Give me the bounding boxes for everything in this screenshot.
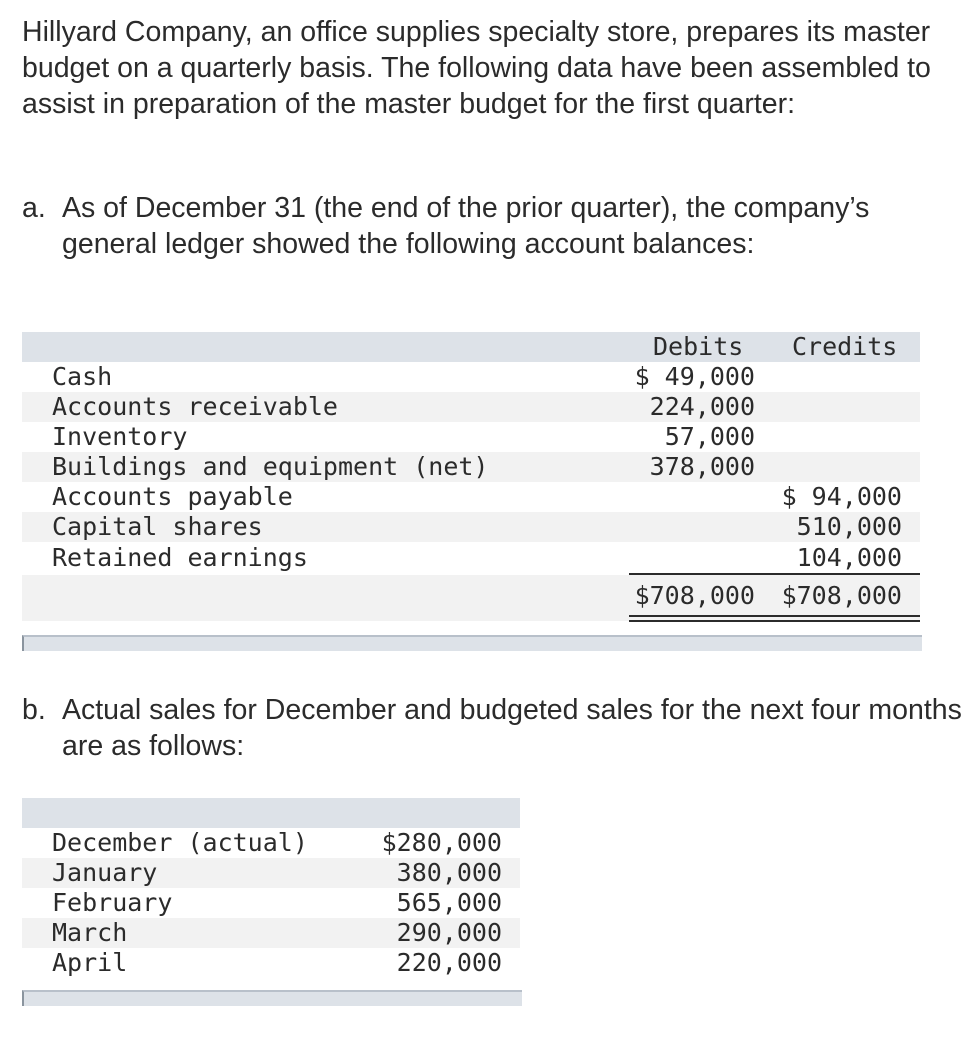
account-label: Cash — [52, 362, 113, 391]
total-debit: $708,000 — [634, 581, 755, 610]
account-label: Inventory — [52, 422, 188, 451]
item-b-marker: b. — [22, 694, 46, 726]
table-row — [22, 362, 920, 392]
item-b — [22, 692, 962, 764]
total-double-rule — [629, 615, 920, 622]
debit-value: 57,000 — [664, 422, 755, 451]
table-row — [22, 512, 920, 542]
table-header-row — [22, 332, 920, 362]
debits-header: Debits — [653, 332, 744, 361]
credit-value: $ 94,000 — [781, 482, 902, 511]
table-row — [22, 482, 920, 512]
credit-value: 510,000 — [796, 512, 902, 541]
sales-amount: 565,000 — [396, 888, 502, 917]
sales-table — [22, 798, 520, 1008]
intro-paragraph: Hillyard Company, an office supplies specialty store, prepares its master budget on a quarterly basis. The following data have been assembled to assist in preparation of the master budget for the first quarter: — [22, 16, 931, 120]
table-row — [22, 918, 520, 948]
item-b-text: Actual sales for December and budgeted sales for the next four months are as follows: — [62, 694, 962, 762]
table-row — [22, 452, 920, 482]
month-label: March — [52, 918, 128, 947]
debit-value: 378,000 — [649, 452, 755, 481]
month-label: December (actual) — [52, 828, 308, 857]
table-row — [22, 888, 520, 918]
account-label: Capital shares — [52, 512, 263, 541]
table-header-row — [22, 798, 520, 828]
credits-header: Credits — [792, 332, 898, 361]
account-label: Accounts receivable — [52, 392, 338, 421]
credit-value: 104,000 — [796, 543, 902, 572]
total-credit: $708,000 — [781, 581, 902, 610]
item-a-marker: a. — [22, 192, 46, 224]
table-row — [22, 422, 920, 452]
account-label: Accounts payable — [52, 482, 293, 511]
table-footer-bar — [22, 635, 922, 651]
table-footer-bar — [22, 990, 522, 1006]
table-row — [22, 948, 520, 978]
month-label: February — [52, 888, 173, 917]
table-row — [22, 392, 920, 422]
month-label: January — [52, 858, 158, 887]
debit-value: 224,000 — [649, 392, 755, 421]
account-label: Buildings and equipment (net) — [52, 452, 489, 481]
sales-amount: 220,000 — [396, 948, 502, 977]
table-row — [22, 543, 920, 573]
table-row — [22, 858, 520, 888]
table-row — [22, 828, 520, 858]
sales-amount: 290,000 — [396, 918, 502, 947]
account-label: Retained earnings — [52, 543, 308, 572]
sales-amount: $280,000 — [381, 828, 502, 857]
item-a-text: As of December 31 (the end of the prior quarter), the company’s general ledger showed the following account balances: — [62, 192, 870, 260]
item-a — [22, 190, 962, 262]
month-label: April — [52, 948, 128, 977]
sales-amount: 380,000 — [396, 858, 502, 887]
account-balances-table — [22, 332, 920, 652]
debit-value: $ 49,000 — [634, 362, 755, 391]
